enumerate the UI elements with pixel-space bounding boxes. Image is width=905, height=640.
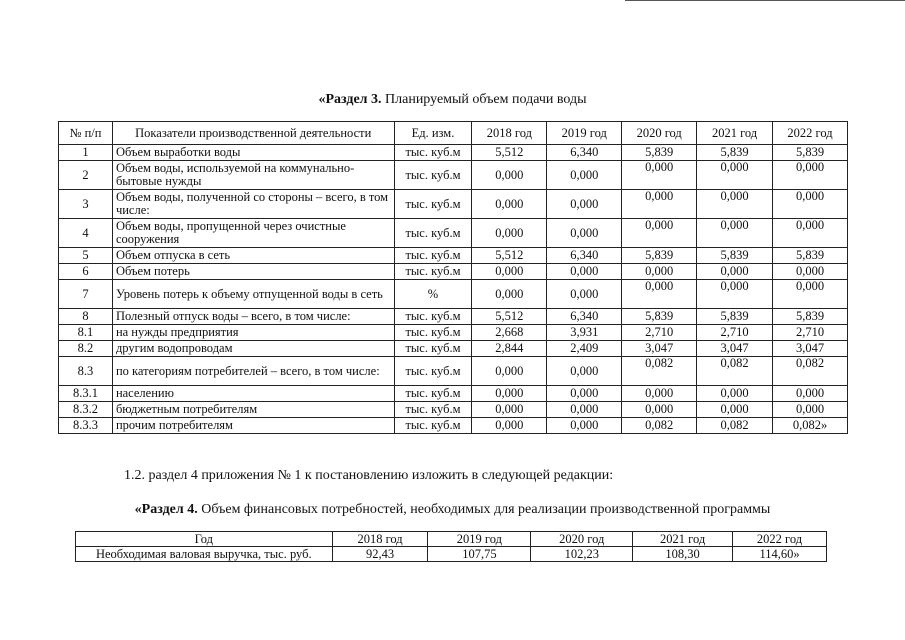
value-cell: 0,000 xyxy=(622,161,697,190)
top-rule xyxy=(625,0,905,1)
value-cell: 0,000 xyxy=(472,386,547,402)
table-row xyxy=(59,386,848,402)
finance-header-cell: 2022 год xyxy=(733,532,827,547)
value-cell: 0,082» xyxy=(773,418,848,434)
finance-header-cell: 2021 год xyxy=(633,532,733,547)
header-cell: 2018 год xyxy=(472,122,547,145)
value-cell: 5,512 xyxy=(472,145,547,161)
indicator-name: Объем выработки воды xyxy=(112,145,394,161)
value-cell: 0,000 xyxy=(773,280,848,309)
value-cell: 5,839 xyxy=(697,145,773,161)
indicator-name: Объем воды, пропущенной через очистные сооружения xyxy=(112,219,394,248)
indicator-name: другим водопроводам xyxy=(112,341,394,357)
table-row xyxy=(59,190,848,219)
header-cell: 2019 год xyxy=(547,122,622,145)
finance-header-cell: 2019 год xyxy=(428,532,531,547)
finance-row-label: Необходимая валовая выручка, тыс. руб. xyxy=(76,547,333,562)
unit-cell: тыс. куб.м xyxy=(394,357,472,386)
water-supply-table xyxy=(58,121,848,434)
value-cell: 5,839 xyxy=(697,248,773,264)
row-number: 8.3.3 xyxy=(59,418,113,434)
indicator-name: Объем воды, используемой на коммунально-бытовые нужды xyxy=(112,161,394,190)
paragraph-1-2: 1.2. раздел 4 приложения № 1 к постановлению изложить в следующей редакции: xyxy=(124,468,614,483)
header-cell: № п/п xyxy=(59,122,113,145)
row-number: 8.3.2 xyxy=(59,402,113,418)
row-number: 2 xyxy=(59,161,113,190)
row-number: 4 xyxy=(59,219,113,248)
finance-value-cell: 108,30 xyxy=(633,547,733,562)
unit-cell: тыс. куб.м xyxy=(394,161,472,190)
value-cell: 2,710 xyxy=(622,325,697,341)
value-cell: 0,000 xyxy=(622,280,697,309)
indicator-name: бюджетным потребителям xyxy=(112,402,394,418)
value-cell: 0,000 xyxy=(622,402,697,418)
value-cell: 5,839 xyxy=(697,309,773,325)
row-number: 8.1 xyxy=(59,325,113,341)
indicator-name: населению xyxy=(112,386,394,402)
value-cell: 0,000 xyxy=(472,280,547,309)
unit-cell: тыс. куб.м xyxy=(394,219,472,248)
row-number: 8 xyxy=(59,309,113,325)
indicator-name: Объем отпуска в сеть xyxy=(112,248,394,264)
table-row xyxy=(59,161,848,190)
finance-table xyxy=(75,531,827,562)
finance-header-row xyxy=(76,532,827,547)
value-cell: 6,340 xyxy=(547,145,622,161)
row-number: 8.3.1 xyxy=(59,386,113,402)
finance-value-cell: 114,60» xyxy=(733,547,827,562)
value-cell: 0,082 xyxy=(697,357,773,386)
unit-cell: тыс. куб.м xyxy=(394,145,472,161)
value-cell: 0,000 xyxy=(697,386,773,402)
header-cell: 2020 год xyxy=(622,122,697,145)
value-cell: 0,000 xyxy=(547,264,622,280)
table-row xyxy=(59,402,848,418)
value-cell: 0,000 xyxy=(472,161,547,190)
value-cell: 0,082 xyxy=(622,418,697,434)
header-cell: Ед. изм. xyxy=(394,122,472,145)
value-cell: 5,839 xyxy=(773,309,848,325)
value-cell: 5,512 xyxy=(472,309,547,325)
value-cell: 0,000 xyxy=(622,264,697,280)
value-cell: 0,000 xyxy=(547,280,622,309)
table-row xyxy=(59,219,848,248)
value-cell: 6,340 xyxy=(547,309,622,325)
value-cell: 0,000 xyxy=(547,386,622,402)
table-row xyxy=(59,357,848,386)
value-cell: 0,000 xyxy=(773,264,848,280)
value-cell: 0,000 xyxy=(547,161,622,190)
value-cell: 0,000 xyxy=(472,190,547,219)
value-cell: 0,000 xyxy=(472,219,547,248)
value-cell: 0,000 xyxy=(472,402,547,418)
table-row xyxy=(59,325,848,341)
value-cell: 0,000 xyxy=(773,190,848,219)
value-cell: 0,000 xyxy=(697,219,773,248)
unit-cell: тыс. куб.м xyxy=(394,418,472,434)
header-cell: Показатели производственной деятельности xyxy=(112,122,394,145)
value-cell: 2,409 xyxy=(547,341,622,357)
header-cell: 2021 год xyxy=(697,122,773,145)
row-number: 6 xyxy=(59,264,113,280)
unit-cell: тыс. куб.м xyxy=(394,325,472,341)
value-cell: 0,000 xyxy=(547,190,622,219)
value-cell: 0,000 xyxy=(773,219,848,248)
value-cell: 0,000 xyxy=(773,161,848,190)
table-row xyxy=(59,309,848,325)
indicator-name: Объем воды, полученной со стороны – всего, в том числе: xyxy=(112,190,394,219)
value-cell: 2,710 xyxy=(697,325,773,341)
value-cell: 0,000 xyxy=(697,161,773,190)
indicator-name: на нужды предприятия xyxy=(112,325,394,341)
finance-header-cell: Год xyxy=(76,532,333,547)
value-cell: 0,000 xyxy=(773,386,848,402)
table-row xyxy=(59,264,848,280)
value-cell: 2,668 xyxy=(472,325,547,341)
value-cell: 0,082 xyxy=(697,418,773,434)
table-row xyxy=(59,145,848,161)
value-cell: 0,000 xyxy=(697,402,773,418)
table-row xyxy=(59,341,848,357)
unit-cell: тыс. куб.м xyxy=(394,386,472,402)
value-cell: 0,000 xyxy=(472,357,547,386)
value-cell: 3,047 xyxy=(697,341,773,357)
row-number: 3 xyxy=(59,190,113,219)
value-cell: 0,000 xyxy=(547,418,622,434)
value-cell: 0,000 xyxy=(472,264,547,280)
unit-cell: тыс. куб.м xyxy=(394,341,472,357)
unit-cell: тыс. куб.м xyxy=(394,402,472,418)
value-cell: 5,839 xyxy=(622,309,697,325)
section3-title: «Раздел 3. Планируемый объем подачи воды xyxy=(318,92,587,107)
section4-title: «Раздел 4. Объем финансовых потребностей, необходимых для реализации производственной программы xyxy=(134,502,771,517)
value-cell: 6,340 xyxy=(547,248,622,264)
finance-header-cell: 2020 год xyxy=(531,532,633,547)
value-cell: 0,000 xyxy=(622,219,697,248)
finance-data-row xyxy=(76,547,827,562)
value-cell: 0,082 xyxy=(622,357,697,386)
value-cell: 0,000 xyxy=(622,190,697,219)
row-number: 7 xyxy=(59,280,113,309)
header-cell: 2022 год xyxy=(773,122,848,145)
row-number: 8.2 xyxy=(59,341,113,357)
value-cell: 0,000 xyxy=(697,190,773,219)
finance-value-cell: 102,23 xyxy=(531,547,633,562)
value-cell: 5,512 xyxy=(472,248,547,264)
indicator-name: Объем потерь xyxy=(112,264,394,280)
value-cell: 3,047 xyxy=(622,341,697,357)
unit-cell: тыс. куб.м xyxy=(394,309,472,325)
indicator-name: Уровень потерь к объему отпущенной воды в сеть xyxy=(112,280,394,309)
table-row xyxy=(59,418,848,434)
value-cell: 0,000 xyxy=(622,386,697,402)
value-cell: 0,082 xyxy=(773,357,848,386)
value-cell: 0,000 xyxy=(547,402,622,418)
row-number: 1 xyxy=(59,145,113,161)
unit-cell: тыс. куб.м xyxy=(394,190,472,219)
value-cell: 3,931 xyxy=(547,325,622,341)
value-cell: 5,839 xyxy=(773,248,848,264)
indicator-name: по категориям потребителей – всего, в том числе: xyxy=(112,357,394,386)
value-cell: 0,000 xyxy=(472,418,547,434)
finance-header-cell: 2018 год xyxy=(332,532,428,547)
value-cell: 0,000 xyxy=(697,264,773,280)
finance-value-cell: 92,43 xyxy=(332,547,428,562)
row-number: 5 xyxy=(59,248,113,264)
indicator-name: Полезный отпуск воды – всего, в том числе: xyxy=(112,309,394,325)
value-cell: 2,710 xyxy=(773,325,848,341)
value-cell: 0,000 xyxy=(547,219,622,248)
value-cell: 0,000 xyxy=(547,357,622,386)
table-row xyxy=(59,248,848,264)
unit-cell: тыс. куб.м xyxy=(394,264,472,280)
value-cell: 3,047 xyxy=(773,341,848,357)
unit-cell: тыс. куб.м xyxy=(394,248,472,264)
unit-cell: % xyxy=(394,280,472,309)
value-cell: 5,839 xyxy=(622,248,697,264)
table-header-row xyxy=(59,122,848,145)
value-cell: 0,000 xyxy=(773,402,848,418)
table-row xyxy=(59,280,848,309)
value-cell: 0,000 xyxy=(697,280,773,309)
value-cell: 5,839 xyxy=(773,145,848,161)
value-cell: 2,844 xyxy=(472,341,547,357)
value-cell: 5,839 xyxy=(622,145,697,161)
row-number: 8.3 xyxy=(59,357,113,386)
indicator-name: прочим потребителям xyxy=(112,418,394,434)
finance-value-cell: 107,75 xyxy=(428,547,531,562)
